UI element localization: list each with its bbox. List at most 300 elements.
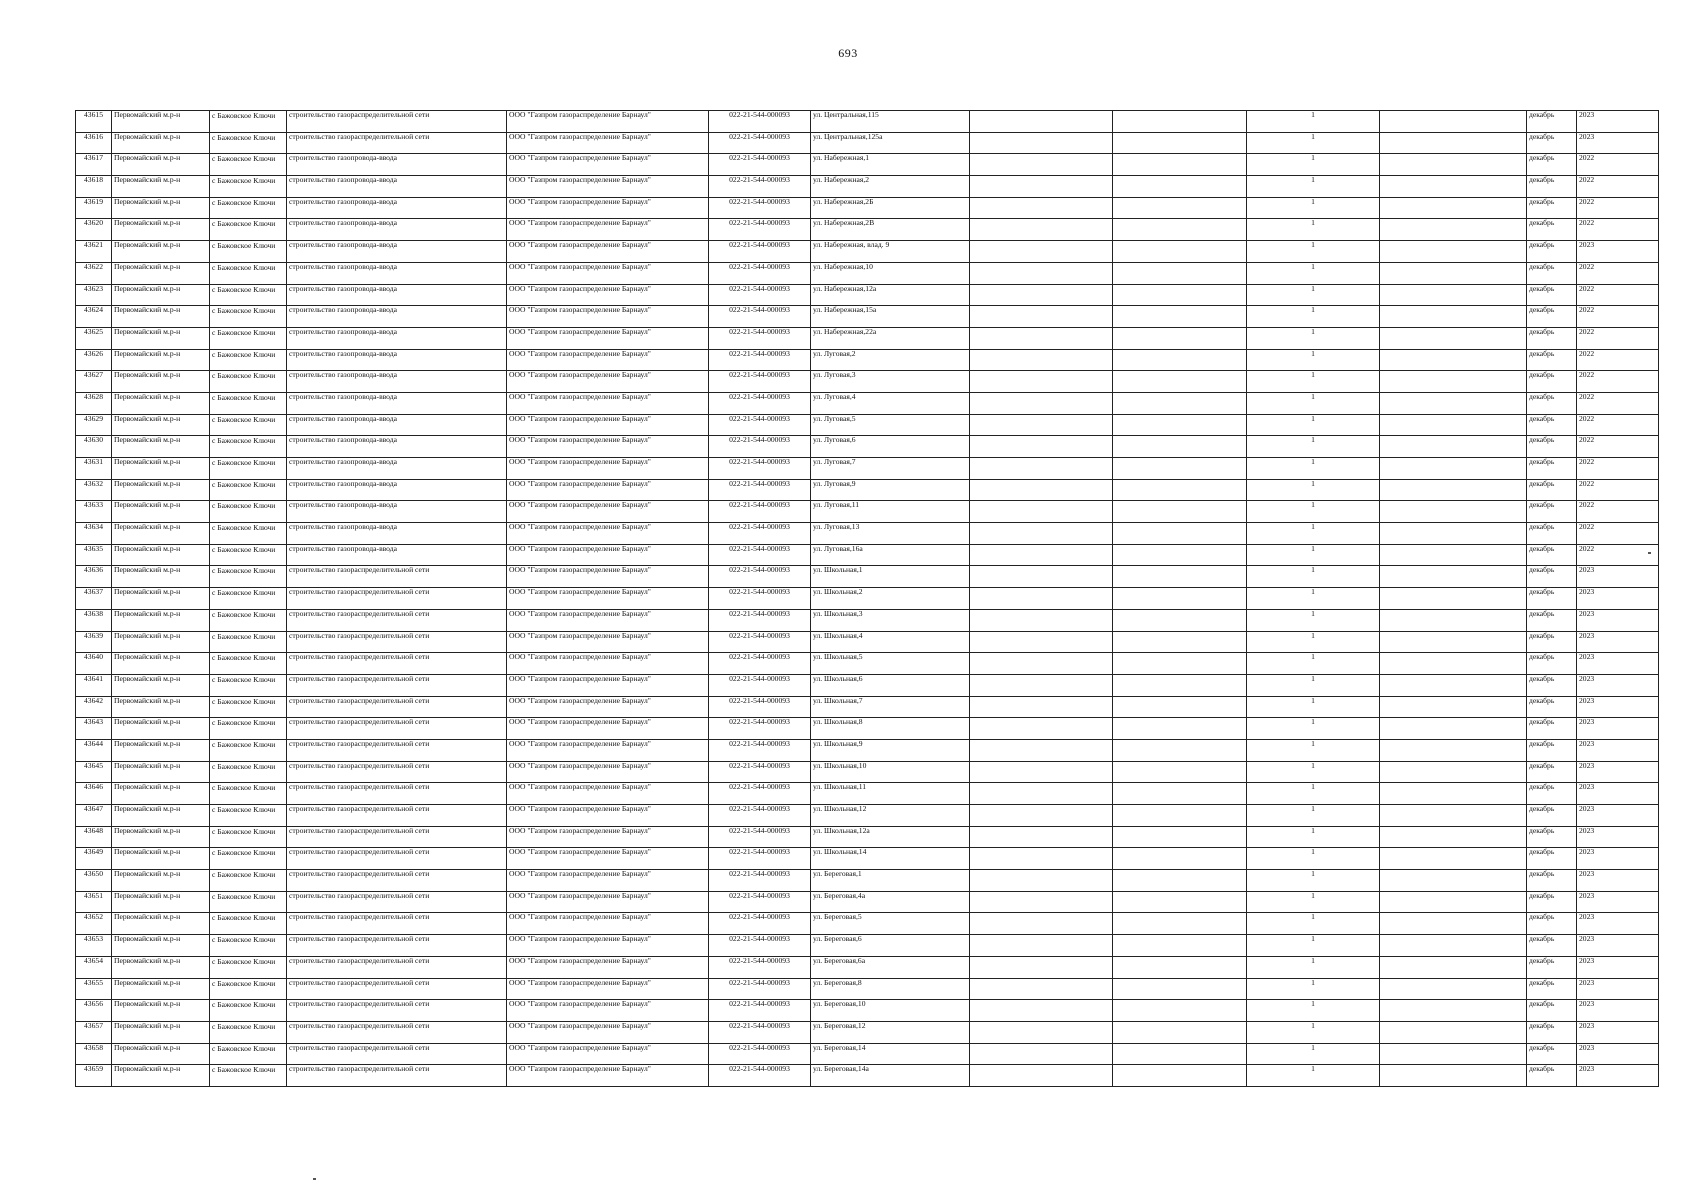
cell-quantity: 1 — [1247, 111, 1380, 133]
cell-locality: с Бажовское Ключи — [210, 197, 287, 219]
cell-quantity: 1 — [1247, 523, 1380, 545]
cell-organization: ООО "Газпром газораспределение Барнаул" — [507, 458, 709, 480]
cell-organization: ООО "Газпром газораспределение Барнаул" — [507, 1043, 709, 1065]
cell-empty — [970, 783, 1113, 805]
cell-empty — [1113, 436, 1247, 458]
cell-empty — [1380, 761, 1527, 783]
cell-year: 2022 — [1577, 414, 1659, 436]
table-row — [76, 870, 1659, 892]
cell-quantity: 1 — [1247, 176, 1380, 198]
cell-locality: с Бажовское Ключи — [210, 978, 287, 1000]
cell-month: декабрь — [1527, 566, 1577, 588]
cell-quantity: 1 — [1247, 241, 1380, 263]
cell-empty — [1380, 696, 1527, 718]
cell-locality: с Бажовское Ключи — [210, 1065, 287, 1087]
cell-address: ул. Школьная,10 — [811, 761, 970, 783]
cell-registration-id: 022-21-544-000093 — [709, 653, 811, 675]
cell-year: 2022 — [1577, 284, 1659, 306]
cell-organization: ООО "Газпром газораспределение Барнаул" — [507, 1021, 709, 1043]
table-row — [76, 176, 1659, 198]
cell-locality: с Бажовское Ключи — [210, 739, 287, 761]
cell-registration-id: 022-21-544-000093 — [709, 935, 811, 957]
cell-empty — [1380, 544, 1527, 566]
cell-registration-id: 022-21-544-000093 — [709, 870, 811, 892]
cell-record-number: 43636 — [76, 566, 112, 588]
cell-work-type: строительство газораспределительной сети — [287, 891, 507, 913]
cell-locality: с Бажовское Ключи — [210, 1043, 287, 1065]
cell-district: Первомайский м.р-н — [112, 371, 210, 393]
cell-registration-id: 022-21-544-000093 — [709, 262, 811, 284]
cell-quantity: 1 — [1247, 501, 1380, 523]
cell-district: Первомайский м.р-н — [112, 978, 210, 1000]
cell-empty — [1380, 523, 1527, 545]
table-row — [76, 284, 1659, 306]
cell-empty — [1113, 783, 1247, 805]
cell-empty — [1113, 132, 1247, 154]
cell-address: ул. Береговая,10 — [811, 1000, 970, 1022]
cell-record-number: 43653 — [76, 935, 112, 957]
cell-address: ул. Набережная,12а — [811, 284, 970, 306]
cell-empty — [970, 1043, 1113, 1065]
cell-address: ул. Набережная,22а — [811, 327, 970, 349]
table-row — [76, 1000, 1659, 1022]
cell-district: Первомайский м.р-н — [112, 154, 210, 176]
cell-locality: с Бажовское Ключи — [210, 609, 287, 631]
cell-registration-id: 022-21-544-000093 — [709, 479, 811, 501]
cell-year: 2022 — [1577, 479, 1659, 501]
cell-locality: с Бажовское Ключи — [210, 523, 287, 545]
cell-registration-id: 022-21-544-000093 — [709, 1021, 811, 1043]
cell-address: ул. Луговая,11 — [811, 501, 970, 523]
cell-locality: с Бажовское Ключи — [210, 826, 287, 848]
cell-quantity: 1 — [1247, 1000, 1380, 1022]
cell-year: 2023 — [1577, 718, 1659, 740]
cell-organization: ООО "Газпром газораспределение Барнаул" — [507, 1000, 709, 1022]
cell-empty — [1380, 739, 1527, 761]
cell-empty — [970, 1021, 1113, 1043]
cell-registration-id: 022-21-544-000093 — [709, 609, 811, 631]
cell-work-type: строительство газопровода-ввода — [287, 392, 507, 414]
table-row — [76, 653, 1659, 675]
cell-month: декабрь — [1527, 891, 1577, 913]
cell-organization: ООО "Газпром газораспределение Барнаул" — [507, 176, 709, 198]
cell-work-type: строительство газораспределительной сети — [287, 870, 507, 892]
table-row — [76, 718, 1659, 740]
cell-year: 2023 — [1577, 956, 1659, 978]
cell-quantity: 1 — [1247, 956, 1380, 978]
cell-quantity: 1 — [1247, 674, 1380, 696]
cell-address: ул. Луговая,3 — [811, 371, 970, 393]
cell-registration-id: 022-21-544-000093 — [709, 739, 811, 761]
table-row — [76, 414, 1659, 436]
cell-work-type: строительство газораспределительной сети — [287, 935, 507, 957]
cell-month: декабрь — [1527, 935, 1577, 957]
cell-work-type: строительство газопровода-ввода — [287, 306, 507, 328]
cell-year: 2023 — [1577, 566, 1659, 588]
cell-organization: ООО "Газпром газораспределение Барнаул" — [507, 826, 709, 848]
cell-locality: с Бажовское Ключи — [210, 761, 287, 783]
cell-year: 2023 — [1577, 761, 1659, 783]
cell-quantity: 1 — [1247, 826, 1380, 848]
cell-district: Первомайский м.р-н — [112, 696, 210, 718]
cell-district: Первомайский м.р-н — [112, 1043, 210, 1065]
cell-empty — [970, 197, 1113, 219]
registry-body — [76, 111, 1659, 1087]
cell-record-number: 43623 — [76, 284, 112, 306]
cell-empty — [1113, 848, 1247, 870]
cell-empty — [970, 848, 1113, 870]
cell-empty — [1380, 197, 1527, 219]
cell-record-number: 43649 — [76, 848, 112, 870]
cell-locality: с Бажовское Ключи — [210, 891, 287, 913]
table-row — [76, 371, 1659, 393]
table-row — [76, 262, 1659, 284]
cell-district: Первомайский м.р-н — [112, 631, 210, 653]
cell-empty — [970, 1000, 1113, 1022]
cell-empty — [1113, 111, 1247, 133]
cell-record-number: 43618 — [76, 176, 112, 198]
cell-registration-id: 022-21-544-000093 — [709, 913, 811, 935]
cell-month: декабрь — [1527, 241, 1577, 263]
cell-record-number: 43637 — [76, 588, 112, 610]
cell-record-number: 43654 — [76, 956, 112, 978]
cell-empty — [1380, 392, 1527, 414]
table-row — [76, 154, 1659, 176]
table-row — [76, 805, 1659, 827]
cell-quantity: 1 — [1247, 848, 1380, 870]
table-row — [76, 544, 1659, 566]
cell-record-number: 43640 — [76, 653, 112, 675]
cell-year: 2022 — [1577, 262, 1659, 284]
cell-quantity: 1 — [1247, 132, 1380, 154]
cell-empty — [1113, 371, 1247, 393]
cell-address: ул. Набережная,2 — [811, 176, 970, 198]
cell-address: ул. Школьная,7 — [811, 696, 970, 718]
cell-empty — [970, 219, 1113, 241]
cell-empty — [1113, 284, 1247, 306]
cell-quantity: 1 — [1247, 761, 1380, 783]
cell-address: ул. Береговая,4а — [811, 891, 970, 913]
cell-organization: ООО "Газпром газораспределение Барнаул" — [507, 674, 709, 696]
cell-empty — [1113, 523, 1247, 545]
cell-empty — [1113, 306, 1247, 328]
cell-record-number: 43624 — [76, 306, 112, 328]
cell-locality: с Бажовское Ключи — [210, 262, 287, 284]
cell-address: ул. Луговая,5 — [811, 414, 970, 436]
cell-registration-id: 022-21-544-000093 — [709, 458, 811, 480]
cell-year: 2023 — [1577, 913, 1659, 935]
cell-month: декабрь — [1527, 826, 1577, 848]
cell-locality: с Бажовское Ключи — [210, 956, 287, 978]
cell-empty — [970, 349, 1113, 371]
cell-quantity: 1 — [1247, 1021, 1380, 1043]
scan-speck — [1648, 552, 1651, 554]
cell-empty — [1113, 1021, 1247, 1043]
cell-year: 2023 — [1577, 241, 1659, 263]
cell-quantity: 1 — [1247, 349, 1380, 371]
cell-registration-id: 022-21-544-000093 — [709, 501, 811, 523]
cell-address: ул. Школьная,1 — [811, 566, 970, 588]
cell-year: 2023 — [1577, 609, 1659, 631]
cell-work-type: строительство газопровода-ввода — [287, 219, 507, 241]
cell-organization: ООО "Газпром газораспределение Барнаул" — [507, 718, 709, 740]
scan-speck — [313, 1178, 316, 1180]
cell-year: 2022 — [1577, 436, 1659, 458]
cell-organization: ООО "Газпром газораспределение Барнаул" — [507, 523, 709, 545]
cell-empty — [1113, 1043, 1247, 1065]
cell-locality: с Бажовское Ключи — [210, 501, 287, 523]
cell-district: Первомайский м.р-н — [112, 197, 210, 219]
cell-district: Первомайский м.р-н — [112, 1021, 210, 1043]
cell-organization: ООО "Газпром газораспределение Барнаул" — [507, 262, 709, 284]
cell-district: Первомайский м.р-н — [112, 111, 210, 133]
cell-district: Первомайский м.р-н — [112, 674, 210, 696]
cell-month: декабрь — [1527, 436, 1577, 458]
cell-empty — [970, 805, 1113, 827]
cell-quantity: 1 — [1247, 739, 1380, 761]
cell-quantity: 1 — [1247, 197, 1380, 219]
cell-organization: ООО "Газпром газораспределение Барнаул" — [507, 609, 709, 631]
cell-district: Первомайский м.р-н — [112, 935, 210, 957]
table-row — [76, 111, 1659, 133]
cell-registration-id: 022-21-544-000093 — [709, 805, 811, 827]
cell-locality: с Бажовское Ключи — [210, 588, 287, 610]
cell-registration-id: 022-21-544-000093 — [709, 544, 811, 566]
cell-registration-id: 022-21-544-000093 — [709, 1065, 811, 1087]
cell-empty — [970, 458, 1113, 480]
cell-empty — [970, 154, 1113, 176]
cell-record-number: 43620 — [76, 219, 112, 241]
cell-month: декабрь — [1527, 631, 1577, 653]
cell-year: 2022 — [1577, 176, 1659, 198]
cell-work-type: строительство газопровода-ввода — [287, 327, 507, 349]
cell-empty — [1113, 588, 1247, 610]
cell-record-number: 43643 — [76, 718, 112, 740]
cell-empty — [1113, 219, 1247, 241]
cell-empty — [1380, 306, 1527, 328]
cell-month: декабрь — [1527, 523, 1577, 545]
cell-month: декабрь — [1527, 306, 1577, 328]
table-row — [76, 761, 1659, 783]
cell-registration-id: 022-21-544-000093 — [709, 371, 811, 393]
cell-month: декабрь — [1527, 718, 1577, 740]
cell-work-type: строительство газораспределительной сети — [287, 111, 507, 133]
cell-empty — [1380, 848, 1527, 870]
cell-empty — [970, 327, 1113, 349]
cell-address: ул. Набережная,15а — [811, 306, 970, 328]
cell-district: Первомайский м.р-н — [112, 588, 210, 610]
cell-organization: ООО "Газпром газораспределение Барнаул" — [507, 956, 709, 978]
table-row — [76, 696, 1659, 718]
cell-empty — [1380, 219, 1527, 241]
cell-address: ул. Набережная,2Б — [811, 197, 970, 219]
cell-district: Первомайский м.р-н — [112, 392, 210, 414]
cell-month: декабрь — [1527, 414, 1577, 436]
cell-organization: ООО "Газпром газораспределение Барнаул" — [507, 631, 709, 653]
cell-empty — [1380, 436, 1527, 458]
cell-organization: ООО "Газпром газораспределение Барнаул" — [507, 111, 709, 133]
cell-month: декабрь — [1527, 1043, 1577, 1065]
cell-quantity: 1 — [1247, 544, 1380, 566]
cell-year: 2023 — [1577, 805, 1659, 827]
cell-empty — [1380, 566, 1527, 588]
cell-year: 2023 — [1577, 1000, 1659, 1022]
cell-work-type: строительство газораспределительной сети — [287, 588, 507, 610]
cell-record-number: 43648 — [76, 826, 112, 848]
cell-empty — [1380, 631, 1527, 653]
cell-district: Первомайский м.р-н — [112, 739, 210, 761]
cell-quantity: 1 — [1247, 653, 1380, 675]
table-row — [76, 783, 1659, 805]
cell-record-number: 43650 — [76, 870, 112, 892]
cell-address: ул. Школьная,14 — [811, 848, 970, 870]
cell-work-type: строительство газораспределительной сети — [287, 1021, 507, 1043]
cell-year: 2023 — [1577, 132, 1659, 154]
cell-record-number: 43645 — [76, 761, 112, 783]
cell-district: Первомайский м.р-н — [112, 805, 210, 827]
cell-empty — [1380, 1043, 1527, 1065]
cell-district: Первомайский м.р-н — [112, 436, 210, 458]
cell-organization: ООО "Газпром газораспределение Барнаул" — [507, 436, 709, 458]
cell-empty — [1113, 501, 1247, 523]
cell-year: 2023 — [1577, 848, 1659, 870]
cell-district: Первомайский м.р-н — [112, 349, 210, 371]
cell-year: 2023 — [1577, 1021, 1659, 1043]
cell-month: декабрь — [1527, 1021, 1577, 1043]
cell-year: 2022 — [1577, 349, 1659, 371]
cell-empty — [970, 956, 1113, 978]
cell-registration-id: 022-21-544-000093 — [709, 154, 811, 176]
cell-locality: с Бажовское Ключи — [210, 414, 287, 436]
cell-empty — [1380, 609, 1527, 631]
cell-record-number: 43659 — [76, 1065, 112, 1087]
cell-year: 2023 — [1577, 891, 1659, 913]
cell-year: 2023 — [1577, 588, 1659, 610]
cell-address: ул. Береговая,14 — [811, 1043, 970, 1065]
cell-record-number: 43658 — [76, 1043, 112, 1065]
cell-work-type: строительство газораспределительной сети — [287, 783, 507, 805]
cell-empty — [1380, 371, 1527, 393]
cell-year: 2022 — [1577, 458, 1659, 480]
cell-organization: ООО "Газпром газораспределение Барнаул" — [507, 805, 709, 827]
cell-month: декабрь — [1527, 696, 1577, 718]
cell-organization: ООО "Газпром газораспределение Барнаул" — [507, 284, 709, 306]
cell-organization: ООО "Газпром газораспределение Барнаул" — [507, 501, 709, 523]
cell-empty — [1113, 176, 1247, 198]
cell-empty — [970, 653, 1113, 675]
cell-registration-id: 022-21-544-000093 — [709, 523, 811, 545]
cell-record-number: 43622 — [76, 262, 112, 284]
cell-work-type: строительство газораспределительной сети — [287, 805, 507, 827]
cell-organization: ООО "Газпром газораспределение Барнаул" — [507, 761, 709, 783]
cell-locality: с Бажовское Ключи — [210, 870, 287, 892]
cell-empty — [1380, 1000, 1527, 1022]
cell-empty — [1380, 956, 1527, 978]
cell-empty — [1113, 674, 1247, 696]
cell-address: ул. Набережная,2В — [811, 219, 970, 241]
table-row — [76, 609, 1659, 631]
cell-work-type: строительство газораспределительной сети — [287, 913, 507, 935]
cell-organization: ООО "Газпром газораспределение Барнаул" — [507, 653, 709, 675]
cell-organization: ООО "Газпром газораспределение Барнаул" — [507, 327, 709, 349]
cell-empty — [1380, 262, 1527, 284]
cell-district: Первомайский м.р-н — [112, 870, 210, 892]
cell-district: Первомайский м.р-н — [112, 848, 210, 870]
cell-address: ул. Луговая,4 — [811, 392, 970, 414]
cell-empty — [1380, 458, 1527, 480]
cell-record-number: 43633 — [76, 501, 112, 523]
cell-quantity: 1 — [1247, 718, 1380, 740]
cell-organization: ООО "Газпром газораспределение Барнаул" — [507, 739, 709, 761]
cell-empty — [1380, 414, 1527, 436]
cell-empty — [1113, 761, 1247, 783]
cell-address: ул. Центральная,125а — [811, 132, 970, 154]
cell-empty — [970, 739, 1113, 761]
cell-locality: с Бажовское Ключи — [210, 718, 287, 740]
cell-empty — [1380, 588, 1527, 610]
cell-empty — [1380, 479, 1527, 501]
cell-address: ул. Школьная,3 — [811, 609, 970, 631]
table-row — [76, 392, 1659, 414]
cell-empty — [970, 436, 1113, 458]
cell-empty — [970, 262, 1113, 284]
cell-district: Первомайский м.р-н — [112, 544, 210, 566]
cell-address: ул. Набережная,1 — [811, 154, 970, 176]
cell-organization: ООО "Газпром газораспределение Барнаул" — [507, 978, 709, 1000]
cell-quantity: 1 — [1247, 1065, 1380, 1087]
cell-month: декабрь — [1527, 588, 1577, 610]
cell-address: ул. Центральная,115 — [811, 111, 970, 133]
table-row — [76, 327, 1659, 349]
cell-record-number: 43642 — [76, 696, 112, 718]
cell-empty — [1113, 479, 1247, 501]
cell-empty — [1380, 653, 1527, 675]
cell-record-number: 43632 — [76, 479, 112, 501]
cell-registration-id: 022-21-544-000093 — [709, 1000, 811, 1022]
cell-empty — [970, 479, 1113, 501]
cell-address: ул. Школьная,12а — [811, 826, 970, 848]
cell-district: Первомайский м.р-н — [112, 132, 210, 154]
table-row — [76, 631, 1659, 653]
cell-locality: с Бажовское Ключи — [210, 306, 287, 328]
table-row — [76, 978, 1659, 1000]
cell-empty — [1380, 349, 1527, 371]
cell-year: 2022 — [1577, 197, 1659, 219]
cell-quantity: 1 — [1247, 913, 1380, 935]
cell-month: декабрь — [1527, 1065, 1577, 1087]
cell-work-type: строительство газораспределительной сети — [287, 956, 507, 978]
cell-empty — [1113, 414, 1247, 436]
page-number: 693 — [838, 46, 858, 60]
cell-empty — [1380, 718, 1527, 740]
cell-empty — [1113, 805, 1247, 827]
cell-work-type: строительство газопровода-ввода — [287, 349, 507, 371]
cell-address: ул. Луговая,7 — [811, 458, 970, 480]
cell-locality: с Бажовское Ключи — [210, 154, 287, 176]
cell-empty — [1380, 1021, 1527, 1043]
cell-month: декабрь — [1527, 1000, 1577, 1022]
cell-empty — [970, 696, 1113, 718]
cell-registration-id: 022-21-544-000093 — [709, 978, 811, 1000]
cell-organization: ООО "Газпром газораспределение Барнаул" — [507, 566, 709, 588]
cell-work-type: строительство газопровода-ввода — [287, 544, 507, 566]
cell-address: ул. Школьная,6 — [811, 674, 970, 696]
cell-locality: с Бажовское Ключи — [210, 349, 287, 371]
cell-record-number: 43644 — [76, 739, 112, 761]
cell-registration-id: 022-21-544-000093 — [709, 349, 811, 371]
cell-address: ул. Луговая,16а — [811, 544, 970, 566]
cell-year: 2023 — [1577, 111, 1659, 133]
